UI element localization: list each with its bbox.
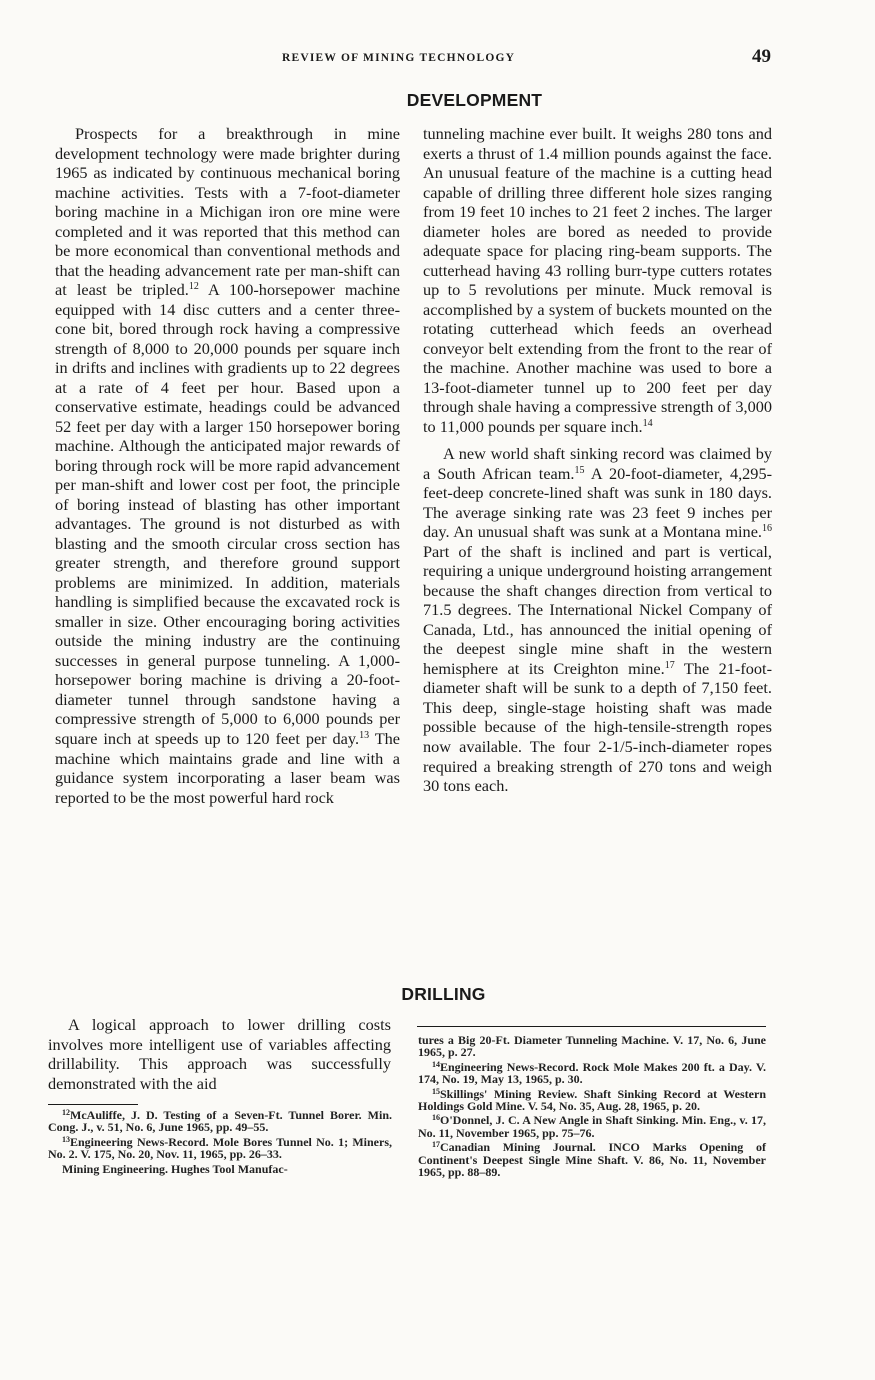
footnote-ref: 16 xyxy=(762,523,772,535)
footnote-number: 16 xyxy=(432,1113,440,1123)
footnote xyxy=(418,1061,766,1086)
footnote xyxy=(48,1136,392,1161)
running-head xyxy=(0,46,875,70)
footnote-text: McAuliffe, J. D. Testing of a Seven-Ft. Tunnel Borer. Min. Cong. J., v. 51, No. 6, June 1965, pp. 49–55. xyxy=(48,1108,392,1135)
paragraph xyxy=(423,444,772,795)
footnotes-left xyxy=(48,1109,392,1177)
paragraph-text: A new world shaft sinking record was claimed by a South African team. xyxy=(423,444,772,483)
drilling-column-left xyxy=(48,1015,391,1093)
paragraph-text: Part of the shaft is inclined and part is vertical, requiring a unique underground hoisting arrangement because the shaft changes direction from vertical to 71.5 degrees. The International Nickel Company of Canada, Ltd., has announced the initial opening of the deepest single mine shaft in the western hemisphere at its Creighton mine. xyxy=(423,541,772,678)
paragraph xyxy=(423,124,772,436)
footnote xyxy=(418,1088,766,1113)
footnote-text: Engineering News-Record. Rock Mole Makes 200 ft. a Day. V. 174, No. 19, May 13, 1965, p. 30. xyxy=(418,1059,766,1087)
footnote xyxy=(418,1141,766,1178)
paragraph-text: A 100-horsepower machine equipped with 14 disc cutters and a center three-cone bit, bored through rock having a compressive strength of 8,000 to 20,000 pounds per square inch in drifts and inclines with gradients up to 22 degrees at a rate of 4 feet per hour. Based upon a conservative estimate, headings could be advanced 52 feet per day with a larger 150 horsepower boring machine. Although the anticipated major rewards of boring through rock will be more rapid advancement per man-shift and lower cost per foot, the principle of boring instead of blasting has other important advantages. The ground is not disturbed as with blasting and the smooth circular cross section has greater strength, and therefore ground support problems are minimized. In addition, materials handling is simplified because the excavated rock is smaller in size. Other encouraging boring activities outside the mining industry are the continuing successes in general purpose tunneling. A 1,000-horsepower boring machine is driving a 20-foot-diameter tunnel through sandstone having a compressive strength of 5,000 to 6,000 pounds per square inch at speeds up to 120 feet per day. xyxy=(55,280,400,748)
footnote-text: Skillings' Mining Review. Shaft Sinking Record at Western Holdings Gold Mine. V. 54, No. 35, Aug. 28, 1965, p. 20. xyxy=(418,1086,766,1114)
footnotes-right xyxy=(418,1034,766,1180)
footnote xyxy=(48,1109,392,1134)
footnote-divider xyxy=(417,1026,766,1027)
footnote xyxy=(418,1034,766,1059)
paragraph xyxy=(55,124,400,807)
footnote-ref: 17 xyxy=(664,659,675,671)
running-title: REVIEW OF MINING TECHNOLOGY xyxy=(282,52,516,64)
paragraph-text: Prospects for a breakthrough in mine development technology were made brighter during 1965 as indicated by continuous mechanical boring machine activities. Tests with a 7-foot-diameter boring machine in a Michigan iron ore mine were completed and it was reported that this method can be more economical than conventional methods and that the heading advancement rate per man-shift can at least be tripled. xyxy=(55,124,400,300)
footnote-number: 17 xyxy=(432,1140,440,1150)
paragraph: A logical approach to lower drilling costs involves more intelligent use of variables affecting drillability. This approach was successfully demonstrated with the aid xyxy=(48,1015,391,1093)
footnote-text: tures a Big 20-Ft. Diameter Tunneling Machine. V. 17, No. 6, June 1965, p. 27. xyxy=(418,1033,766,1060)
paragraph-text: The 21-foot-diameter shaft will be sunk to a depth of 7,150 feet. This deep, single-stage hoisting shaft was made possible because of the high-tensile-strength ropes now available. The four 2-1/5-inch-diameter ropes required a breaking strength of 270 tons and weigh 30 tons each. xyxy=(423,658,773,796)
footnote-ref: 13 xyxy=(359,729,370,741)
footnote-divider xyxy=(48,1104,138,1105)
footnote-number: 12 xyxy=(62,1108,70,1117)
footnote xyxy=(48,1163,392,1175)
paragraph-text: The machine which maintains grade and line with a guidance system incorporating a laser beam was reported to be the most powerful hard rock xyxy=(55,728,401,807)
footnote-ref: 12 xyxy=(188,281,199,293)
footnote-ref: 15 xyxy=(574,464,585,476)
footnote-number: 14 xyxy=(432,1059,440,1069)
section-heading-development: DEVELOPMENT xyxy=(406,90,543,110)
footnote-text: Canadian Mining Journal. INCO Marks Opening of Continent's Deepest Single Mine Shaft. V. 86, No. 11, November 1965, pp. 88–89. xyxy=(418,1140,766,1180)
footnote-number: 15 xyxy=(432,1086,440,1096)
footnote-text: Mining Engineering. Hughes Tool Manufac- xyxy=(62,1161,288,1176)
footnote-text: O'Donnel, J. C. A New Angle in Shaft Sinking. Min. Eng., v. 17, No. 11, November 1965, pp. 75–76. xyxy=(418,1113,766,1140)
footnote-ref: 14 xyxy=(642,417,653,429)
development-column-right xyxy=(423,124,772,796)
footnote-text: Engineering News-Record. Mole Bores Tunnel No. 1; Miners, No. 2. V. 175, No. 20, Nov. 11, 1965, pp. 26–33. xyxy=(48,1134,392,1162)
footnote xyxy=(418,1114,766,1139)
footnote-number: 13 xyxy=(62,1134,70,1144)
section-heading-drilling: DRILLING xyxy=(401,984,486,1004)
page-number: 49 xyxy=(752,46,771,67)
development-column-left xyxy=(55,124,400,807)
paragraph-text: tunneling machine ever built. It weighs 280 tons and exerts a thrust of 1.4 million pounds against the face. An unusual feature of the machine is a cutting head capable of drilling three different hole sizes ranging from 19 feet 10 inches to 21 feet 2 inches. The larger diameter holes are bored as needed to provide adequate space for placing ring-beam supports. The cutterhead having 43 rolling burr-type cutters rotates up to 5 revolutions per minute. Muck removal is accomplished by a system of buckets mounted on the rotating cutterhead which feeds an overhead conveyor belt extending from the front to the rear of the machine. Another machine was used to bore a 13-foot-diameter tunnel up to 200 feet per day through shale having a compressive strength of 3,000 to 11,000 pounds per square inch. xyxy=(423,124,772,436)
paragraph-text: A 20-foot-diameter, 4,295-feet-deep concrete-lined shaft was sunk in 180 days. The average sinking rate was 23 feet 9 inches per day. An unusual shaft was sunk at a Montana mine. xyxy=(423,463,773,542)
